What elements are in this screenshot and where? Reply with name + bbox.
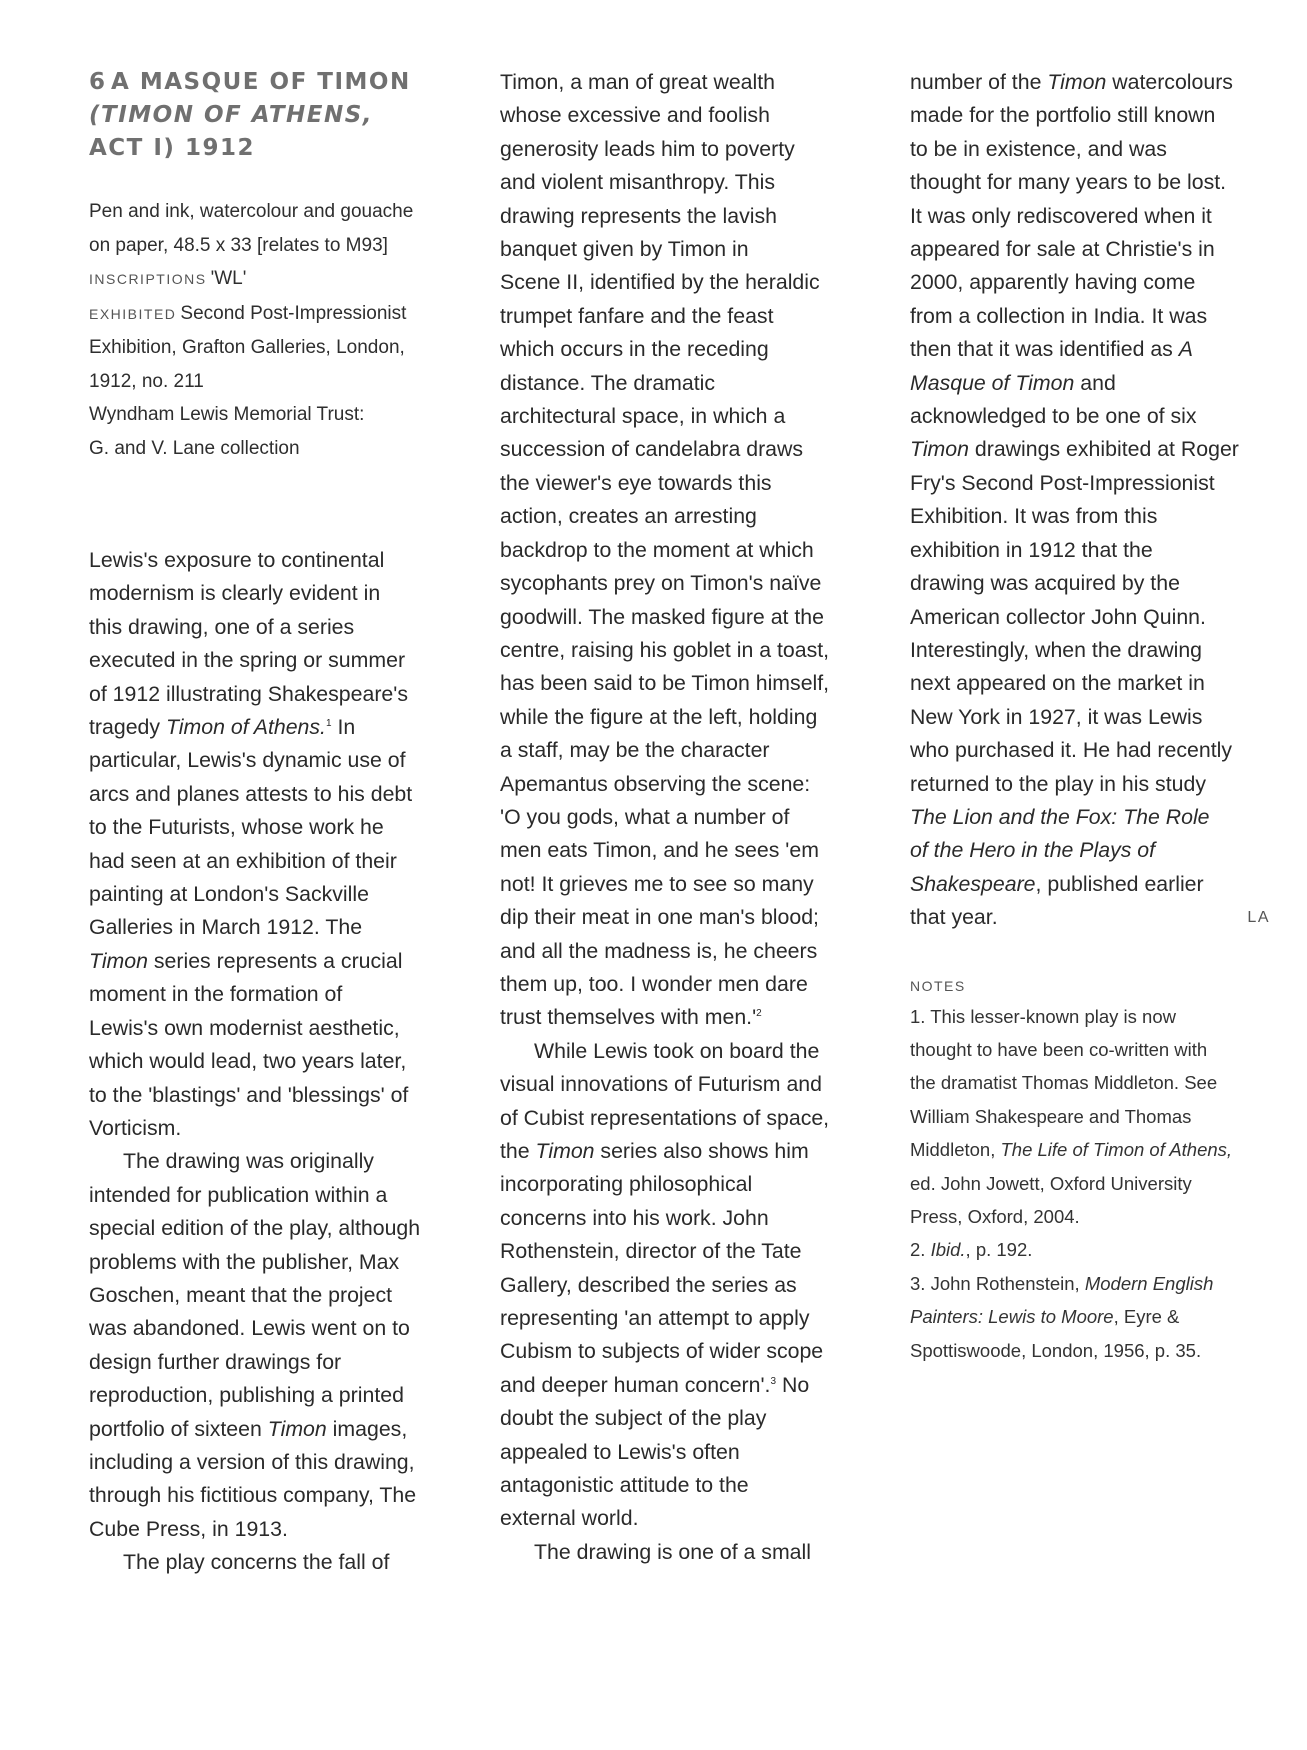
medium-line: on paper, 48.5 x 33 [relates to M93] <box>89 234 388 256</box>
note-line: thought to have been co-written with <box>910 1038 1208 1060</box>
column-2 <box>500 66 860 1569</box>
text-span: drawings exhibited at Roger <box>968 437 1239 462</box>
notes-list <box>910 1000 1280 1367</box>
text-line: of 1912 illustrating Shakespeare's <box>89 681 408 706</box>
text-line: exhibition in 1912 that the <box>910 537 1153 562</box>
medium-line: Pen and ink, watercolour and gouache <box>89 201 414 222</box>
text-line <box>910 367 1280 400</box>
essay-column-2 <box>500 66 860 1569</box>
text-line: It was only rediscovered when it <box>910 203 1212 228</box>
text-line <box>910 901 1280 934</box>
inscriptions-label: INSCRIPTIONS <box>89 271 207 287</box>
text-span: , p. 192. <box>965 1239 1033 1261</box>
text-span: portfolio of sixteen <box>89 1416 268 1441</box>
text-span: then that it was identified as <box>910 337 1179 362</box>
text-line: distance. The dramatic <box>500 370 716 395</box>
text-line: thought for many years to be lost. <box>910 170 1227 195</box>
text-line: centre, raising his goblet in a toast, <box>500 637 830 662</box>
note-line: William Shakespeare and Thomas <box>910 1105 1192 1127</box>
footnote-ref: 1 <box>325 718 332 730</box>
text-line: 'O you gods, what a number of <box>500 804 790 829</box>
text-line: Lewis's own modernist aesthetic, <box>89 1015 400 1040</box>
note-line: the dramatist Thomas Middleton. See <box>910 1072 1218 1094</box>
column-1 <box>89 66 444 1580</box>
entry-number: 6 <box>89 69 106 95</box>
author-initials: LA <box>1247 909 1270 927</box>
italic-title: Timon <box>267 1416 327 1441</box>
text-line: The drawing is one of a small <box>534 1539 811 1564</box>
text-span: images, <box>326 1416 408 1441</box>
text-line: Interestingly, when the drawing <box>910 637 1203 662</box>
text-line: whose excessive and foolish <box>500 103 770 128</box>
text-line: The play concerns the fall of <box>123 1550 390 1575</box>
text-span: Middleton, <box>910 1139 1001 1161</box>
text-line: a staff, may be the character <box>500 738 770 763</box>
text-line: men eats Timon, and he sees 'em <box>500 838 819 863</box>
text-line: special edition of the play, although <box>89 1216 421 1241</box>
text-span: series also shows him <box>594 1139 809 1163</box>
text-line <box>910 801 1280 834</box>
text-line: next appeared on the market in <box>910 671 1205 696</box>
text-span: that year. <box>910 905 998 930</box>
text-line: painting at London's Sackville <box>89 882 369 907</box>
exhibited <box>89 297 444 332</box>
text-span: watercolours <box>1106 70 1233 94</box>
text-line: was abandoned. Lewis went on to <box>89 1316 410 1341</box>
italic-title: The Lion and the Fox: The Role <box>910 804 1210 829</box>
italic-title: Timon <box>89 948 148 973</box>
note-line <box>910 1300 1280 1333</box>
italic-title: A <box>1178 337 1193 362</box>
text-span: , Eyre & <box>1113 1306 1180 1328</box>
italic-title: of the Hero in the Plays of <box>910 838 1156 863</box>
text-span: number of the <box>910 70 1048 94</box>
text-line: banquet given by Timon in <box>500 237 749 262</box>
text-span: series represents a crucial <box>147 948 403 973</box>
text-line: Fry's Second Post-Impressionist <box>910 470 1215 495</box>
notes-heading: NOTES <box>910 977 966 994</box>
text-line: incorporating philosophical <box>500 1172 753 1197</box>
note-line <box>910 1233 1280 1266</box>
essay-column-1 <box>89 544 444 1580</box>
text-line: modernism is clearly evident in <box>89 581 381 606</box>
collection-line: G. and V. Lane collection <box>89 437 300 459</box>
text-line: succession of candelabra draws <box>500 437 804 462</box>
text-line: not! It grieves me to see so many <box>500 871 814 896</box>
text-line: returned to the play in his study <box>910 771 1206 796</box>
text-line: intended for publication within a <box>89 1182 388 1207</box>
text-line: Gallery, described the series as <box>500 1272 797 1297</box>
catalogue-caption <box>89 195 444 465</box>
inscriptions <box>89 262 444 297</box>
text-line: concerns into his work. John <box>500 1205 769 1230</box>
exhibited-line: 1912, no. 211 <box>89 370 204 392</box>
text-span: 3. John Rothenstein, <box>910 1272 1085 1294</box>
text-line: executed in the spring or summer <box>89 648 406 673</box>
text-line: the viewer's eye towards this <box>500 470 772 495</box>
entry-title <box>89 66 444 165</box>
text-line: sycophants prey on Timon's naïve <box>500 571 822 596</box>
text-line: particular, Lewis's dynamic use of <box>89 748 406 773</box>
text-line: Exhibition. It was from this <box>910 504 1158 529</box>
text-line: generosity leads him to poverty <box>500 136 795 161</box>
text-line: Cubism to subjects of wider scope <box>500 1339 824 1364</box>
collection-line: Wyndham Lewis Memorial Trust: <box>89 404 365 425</box>
text-span: In <box>331 715 356 740</box>
text-line: Apemantus observing the scene: <box>500 771 811 796</box>
text-line: goodwill. The masked figure at the <box>500 604 824 629</box>
text-line: made for the portfolio still known <box>910 103 1216 128</box>
text-line: Vorticism. <box>89 1115 182 1140</box>
text-line: American collector John Quinn. <box>910 604 1206 629</box>
text-line: design further drawings for <box>89 1349 342 1374</box>
text-line: Lewis's exposure to continental <box>89 548 385 572</box>
exhibited-line: Second Post-Impressionist <box>180 302 407 324</box>
text-span: tragedy <box>89 715 166 740</box>
text-line <box>910 433 1280 466</box>
italic-title: Masque of Timon <box>910 370 1075 395</box>
note-line: Spottiswoode, London, 1956, p. 35. <box>910 1339 1202 1361</box>
title-line-1: A MASQUE OF TIMON <box>111 69 411 95</box>
text-line: including a version of this drawing, <box>89 1449 415 1474</box>
italic-title: Timon of Athens. <box>165 715 326 740</box>
text-line: moment in the formation of <box>89 982 343 1007</box>
text-line: external world. <box>500 1506 639 1531</box>
note-line <box>910 1267 1280 1300</box>
text-line: problems with the publisher, Max <box>89 1249 400 1274</box>
text-line: Rothenstein, director of the Tate <box>500 1239 802 1264</box>
text-line: The drawing was originally <box>123 1149 374 1174</box>
text-line: doubt the subject of the play <box>500 1406 767 1431</box>
exhibited-line: Exhibition, Grafton Galleries, London, <box>89 337 405 358</box>
text-line: Timon, a man of great wealth <box>500 70 776 94</box>
text-line: action, creates an arresting <box>500 504 757 529</box>
text-line: New York in 1927, it was Lewis <box>910 704 1203 729</box>
italic-title: Painters: Lewis to Moore <box>910 1306 1114 1328</box>
note-line <box>910 1133 1280 1166</box>
text-line: trumpet fanfare and the feast <box>500 303 774 328</box>
footnote-ref: 2 <box>756 1008 762 1020</box>
text-line: appealed to Lewis's often <box>500 1439 740 1464</box>
text-line: drawing was acquired by the <box>910 571 1180 596</box>
text-line: acknowledged to be one of six <box>910 404 1197 429</box>
text-line: 2000, apparently having come <box>910 270 1196 295</box>
text-line: dip their meat in one man's blood; <box>500 905 819 930</box>
note-line: 1. This lesser-known play is now <box>910 1005 1176 1027</box>
text-line <box>500 1135 860 1168</box>
text-span: the <box>500 1139 536 1163</box>
text-line: While Lewis took on board the <box>534 1038 820 1063</box>
italic-title: Timon <box>535 1139 595 1163</box>
italic-title: Shakespeare <box>910 871 1036 896</box>
text-line <box>910 333 1280 366</box>
text-line: visual innovations of Futurism and <box>500 1072 822 1097</box>
text-span: and deeper human concern'. <box>500 1372 771 1397</box>
text-line: Scene II, identified by the heraldic <box>500 270 820 295</box>
text-line <box>910 868 1280 901</box>
text-line: while the figure at the left, holding <box>500 704 818 729</box>
text-span: No <box>776 1372 810 1397</box>
title-line-2: (TIMON OF ATHENS, <box>89 102 374 128</box>
text-line: to the 'blastings' and 'blessings' of <box>89 1082 409 1107</box>
text-line: of Cubist representations of space, <box>500 1105 830 1130</box>
column-3 <box>910 66 1280 1367</box>
text-line: backdrop to the moment at which <box>500 537 814 562</box>
text-line <box>500 1369 860 1402</box>
text-line: to be in existence, and was <box>910 136 1167 161</box>
text-line <box>89 711 444 744</box>
italic-title: Modern English <box>1084 1272 1214 1294</box>
text-line: to the Futurists, whose work he <box>89 815 384 840</box>
text-line: through his fictitious company, The <box>89 1483 417 1508</box>
text-line: who purchased it. He had recently <box>910 738 1233 763</box>
footnote-ref: 3 <box>770 1375 777 1387</box>
essay-column-3 <box>910 66 1280 935</box>
text-line: them up, too. I wonder men dare <box>500 971 808 996</box>
text-line <box>89 1413 444 1446</box>
text-line: Goschen, meant that the project <box>89 1282 393 1307</box>
text-line: and all the madness is, he cheers <box>500 938 818 963</box>
text-line: Galleries in March 1912. The <box>89 915 363 940</box>
note-line: ed. John Jowett, Oxford University <box>910 1172 1192 1194</box>
italic-title: The Life of Timon of Athens, <box>1000 1139 1233 1161</box>
text-line <box>89 945 444 978</box>
exhibited-label: EXHIBITED <box>89 305 177 322</box>
text-line: drawing represents the lavish <box>500 203 778 228</box>
text-span: trust themselves with men.' <box>500 1005 757 1030</box>
text-line: has been said to be Timon himself, <box>500 671 830 696</box>
text-line: reproduction, publishing a printed <box>89 1383 404 1408</box>
note-line: Press, Oxford, 2004. <box>910 1206 1080 1227</box>
inscriptions-value: 'WL' <box>210 268 247 289</box>
text-span: and <box>1074 370 1116 395</box>
text-span: , published earlier <box>1035 871 1204 896</box>
text-line: this drawing, one of a series <box>89 614 355 639</box>
text-line: Cube Press, in 1913. <box>89 1516 288 1541</box>
text-line: appeared for sale at Christie's in <box>910 237 1215 262</box>
title-line-3: ACT I) 1912 <box>89 135 255 161</box>
text-span: 2. <box>910 1239 931 1261</box>
text-line: representing 'an attempt to apply <box>500 1306 810 1331</box>
text-line: from a collection in India. It was <box>910 303 1208 328</box>
text-line: arcs and planes attests to his debt <box>89 781 413 806</box>
text-line: which occurs in the receding <box>500 337 769 362</box>
text-line <box>910 834 1280 867</box>
text-line: which would lead, two years later, <box>89 1049 407 1074</box>
text-line: antagonistic attitude to the <box>500 1473 749 1498</box>
text-line: architectural space, in which a <box>500 404 786 429</box>
italic-title: Ibid. <box>930 1239 966 1261</box>
text-line <box>910 66 1280 99</box>
italic-title: Timon <box>910 437 969 462</box>
text-line <box>500 1001 860 1034</box>
italic-title: Timon <box>1047 70 1107 94</box>
text-line: and violent misanthropy. This <box>500 170 776 195</box>
text-line: had seen at an exhibition of their <box>89 848 397 873</box>
